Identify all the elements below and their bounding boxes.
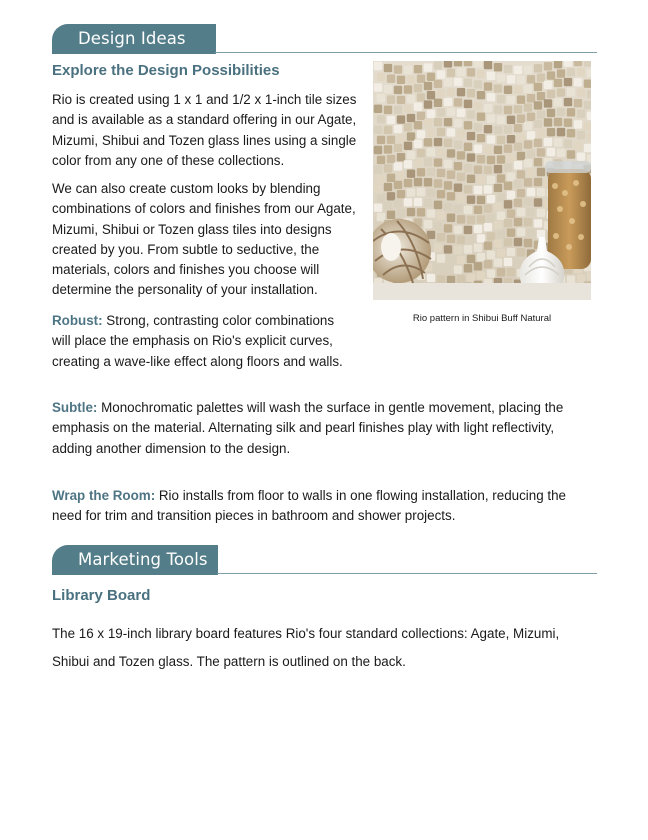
design-heading: Explore the Design Possibilities xyxy=(52,62,280,79)
subtle-text: Monochromatic palettes will wash the surface in gentle movement, placing the emphasis on the material. Alternating silk and pearl finishes play with light reflectivity, adding another dimension to the design. xyxy=(52,400,564,456)
design-paragraph-2: We can also create custom looks by blending combinations of colors and finishes from our Agate, Mizumi, Shibui or Tozen glass tiles into designs created by you. From subtle to seductive, the materials, colors and finishes you choose will determine the personality of your installation. xyxy=(52,181,356,298)
design-ideas-tab: Design Ideas xyxy=(52,24,216,54)
wrap-paragraph xyxy=(52,486,582,527)
photo-caption: Rio pattern in Shibui Buff Natural xyxy=(412,313,552,324)
subtle-lead: Subtle: xyxy=(52,400,98,415)
rio-pattern-photo xyxy=(373,61,591,300)
subtle-paragraph xyxy=(52,398,582,459)
robust-text: Strong, contrasting color combinations will place the emphasis on Rio's explicit curves, creating a wave-like effect along floors and walls. xyxy=(52,313,343,369)
design-ideas-rule xyxy=(215,52,597,53)
wrap-lead: Wrap the Room: xyxy=(52,488,156,503)
design-paragraph-1: Rio is created using 1 x 1 and 1/2 x 1-inch tile sizes and is available as a standard offering in our Agate, Mizumi, Shibui and Tozen glass lines using a single color from any one of these collections. xyxy=(52,92,357,168)
robust-lead: Robust: xyxy=(52,313,103,328)
marketing-tools-tab: Marketing Tools xyxy=(52,545,218,575)
robust-paragraph xyxy=(52,311,352,372)
wrap-text: Rio installs from floor to walls in one flowing installation, reducing the need for trim and transition pieces in bathroom and shower projects. xyxy=(52,488,567,524)
marketing-tools-rule xyxy=(217,573,597,574)
library-board-paragraph: The 16 x 19-inch library board features Rio's four standard collections: Agate, Mizumi, Shibui and Tozen glass. The pattern is outlined on the back. xyxy=(52,626,560,669)
library-board-heading: Library Board xyxy=(52,587,151,604)
